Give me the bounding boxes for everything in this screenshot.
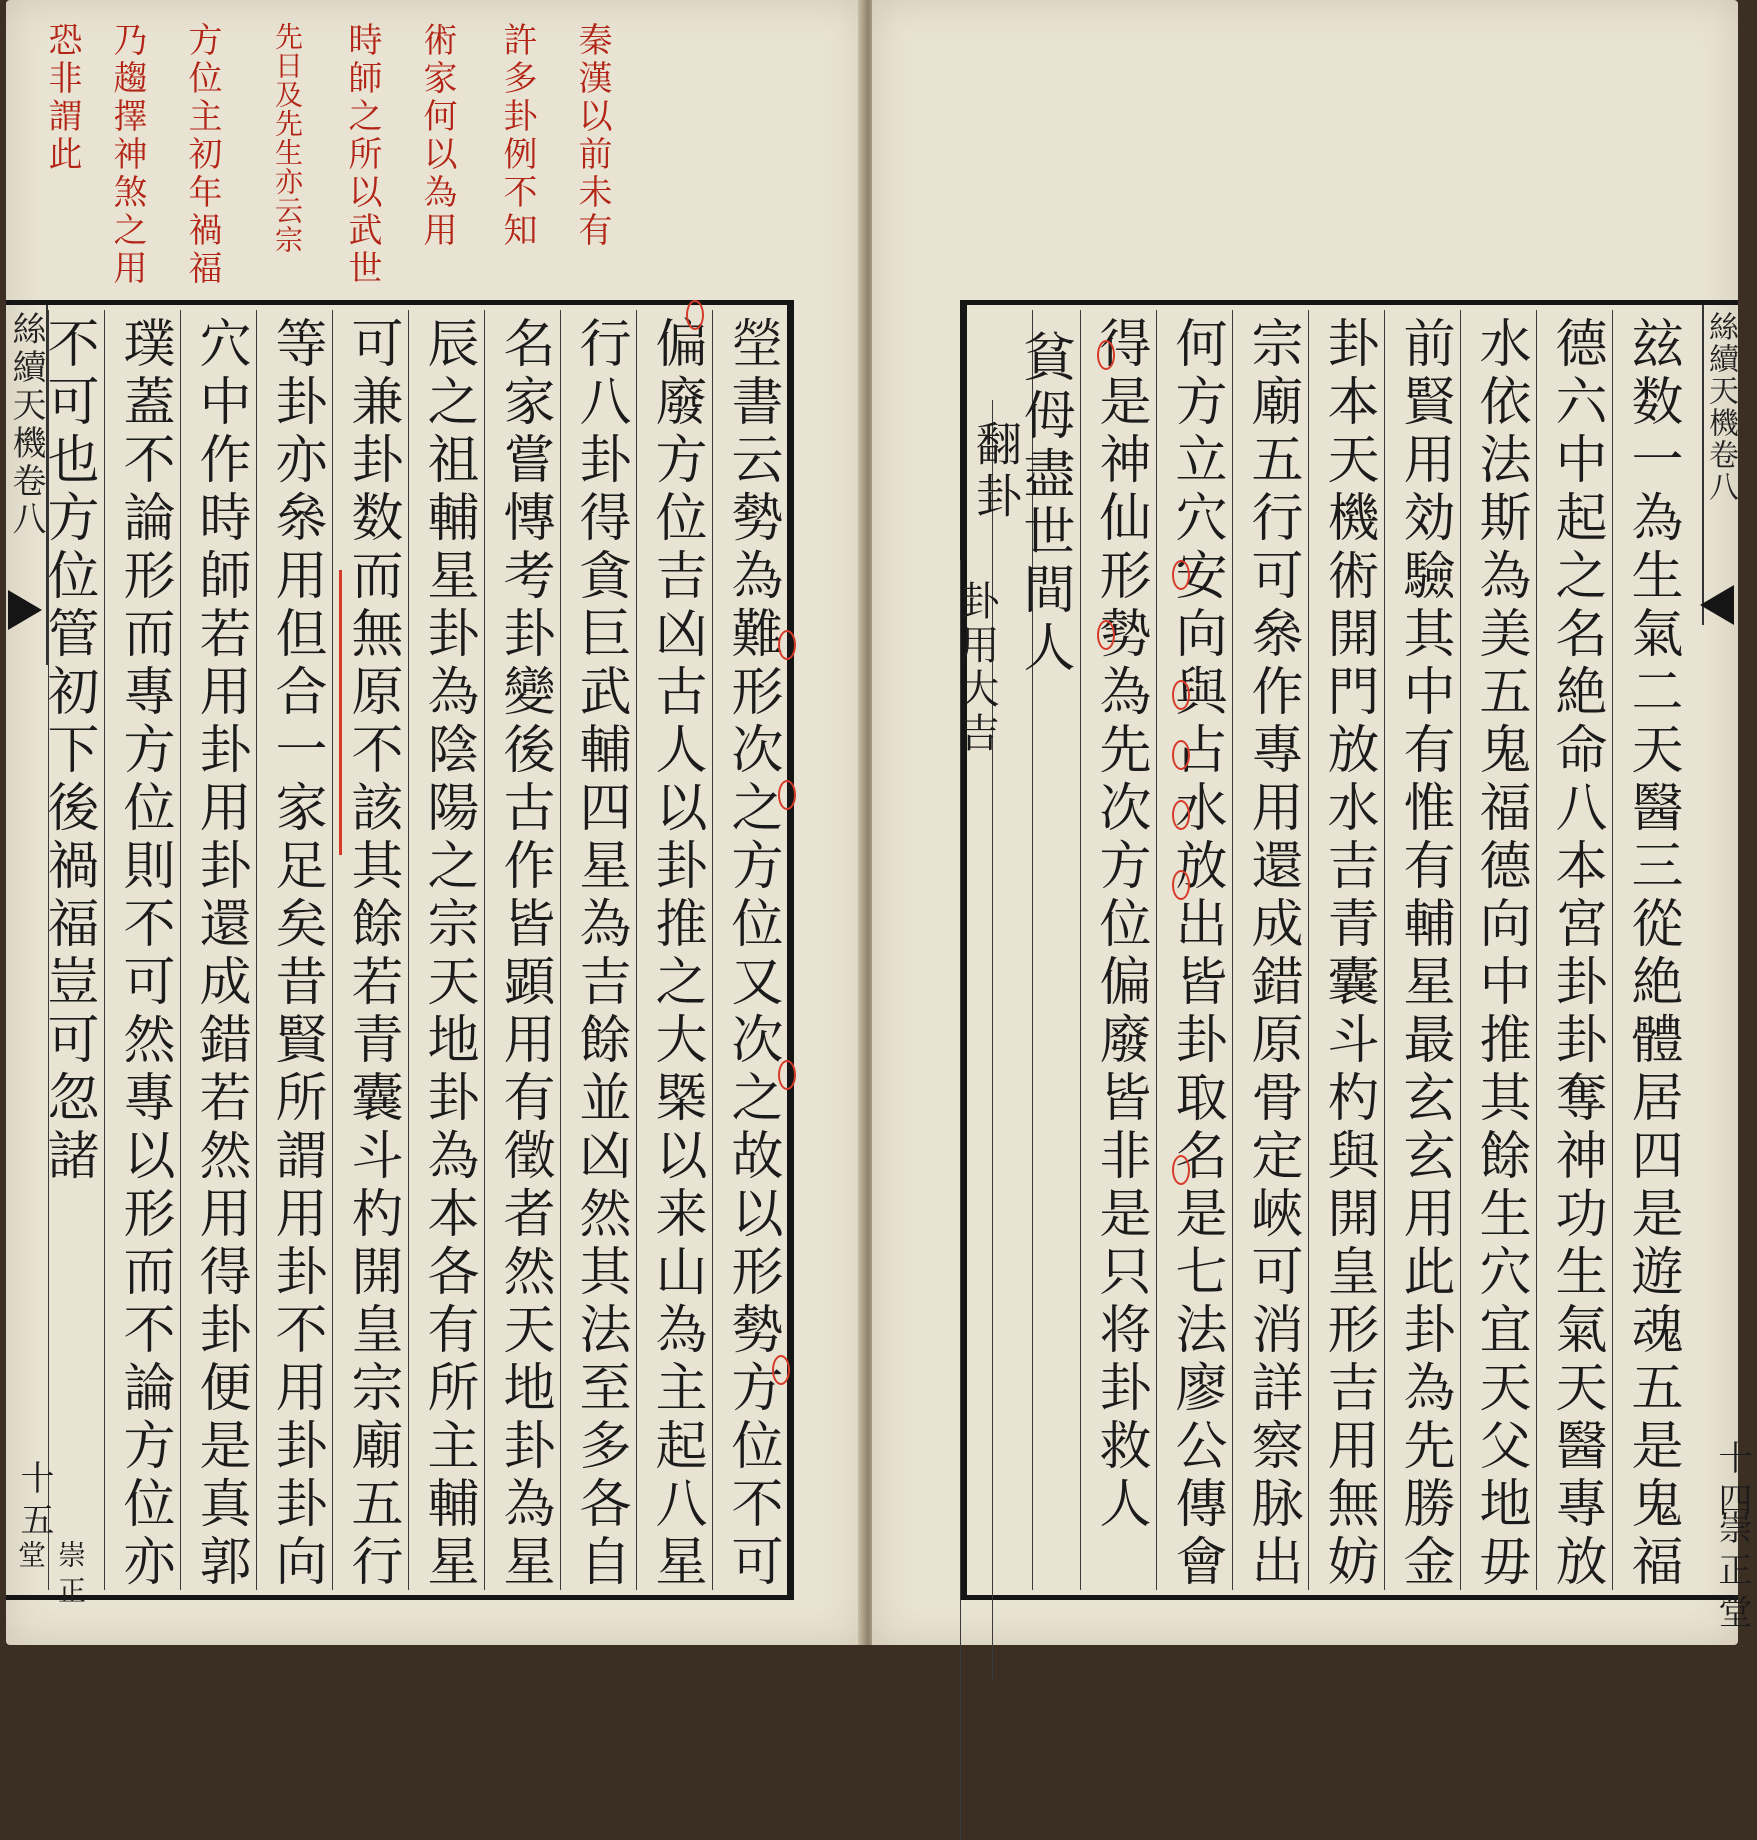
annotation-8: 恐非謂此 (42, 22, 82, 174)
annotation-2: 許多卦例不知 (497, 22, 537, 250)
annotation-4: 時師之所以武世 (342, 22, 382, 288)
right-col-2: 德六中起之名絶命八本宮卦卦奪神功生氣天醫專放 (1536, 310, 1612, 1590)
left-folio-number: 十五 (14, 1460, 54, 1544)
right-col-11: 卦用大吉 (960, 560, 998, 1840)
left-page (6, 0, 864, 1645)
left-col-3: 行八卦得貪巨武輔四星為吉餘並凶然其法至多各自 (560, 310, 636, 1590)
red-circle-mark (1172, 800, 1190, 830)
left-col-8: 穴中作時師若用卦用卦還成錯若然用得卦便是真郭 (180, 310, 256, 1590)
left-col-6: 可兼卦数而無原不該其餘若青囊斗杓開皇宗廟五行 (332, 310, 408, 1590)
red-circle-mark (1097, 340, 1115, 370)
annotation-6: 方位主初年禍福 (182, 22, 222, 288)
left-col-9: 璞蓋不論形而專方位則不可然專以形而不論方位亦 (104, 310, 180, 1590)
annotation-1: 秦漢以前未有 (572, 22, 612, 250)
right-col-9: 貧㑄盡世間人 (1032, 310, 1080, 1590)
left-publisher: 崇正堂 (14, 1540, 87, 1612)
right-spine-title: 絲續天機卷八 (1702, 305, 1738, 625)
annotation-3: 術家何以為用 (417, 22, 457, 250)
right-col-6: 宗廟五行可㕘作專用還成錯原骨定峽可消詳察脉出 (1232, 310, 1308, 1590)
left-col-10: 不可也方位管初下後禍福豈可忽諸 (48, 310, 104, 1590)
red-circle-mark (1172, 560, 1190, 590)
red-circle-mark (1172, 740, 1190, 770)
right-col-1: 玆数一為生氣二天醫三從絶體居四是遊魂五是鬼福 (1612, 310, 1688, 1590)
right-folio-number: 十四 (1712, 1440, 1752, 1524)
left-col-5: 辰之祖輔星卦為陰陽之宗天地卦為本各有所主輔星 (408, 310, 484, 1590)
red-circle-mark (1097, 620, 1115, 650)
right-section-heading: 翻卦 (992, 400, 1032, 1680)
red-circle-mark (686, 300, 704, 330)
red-circle-mark (1172, 680, 1190, 710)
red-circle-mark (778, 630, 796, 660)
left-col-1: 塋書云勢為難形次之方位又次之故以形勢方位不可 (712, 310, 788, 1590)
right-col-4: 前賢用効驗其中有惟有輔星最玄玄用此卦為先勝金 (1384, 310, 1460, 1590)
left-col-7: 等卦亦㕘用但合一家足矣昔賢所謂用卦不用卦卦向 (256, 310, 332, 1590)
right-page (872, 0, 1752, 1645)
right-col-3: 水依法斯為美五鬼福德向中推其餘生穴宜天父地毋 (1460, 310, 1536, 1590)
right-col-7: 何方立穴安向與占水放出皆卦取名是七法廖公傳會 (1156, 310, 1232, 1590)
right-col-8: 得是神仙形勢為先次方位偏廢皆非是只将卦救人 (1080, 310, 1156, 1590)
right-publisher: 崇正堂 (1712, 1510, 1752, 1636)
red-circle-mark (1172, 1155, 1190, 1185)
annotation-5: 先日及先生亦云宗 (271, 22, 304, 254)
red-underline-mark (339, 570, 342, 855)
left-col-2: 偏廢方位吉凶古人以卦推之大槩以来山為主起八星 (636, 310, 712, 1590)
left-spine-title: 絲續天機卷八 (6, 305, 48, 665)
red-circle-mark (1172, 870, 1190, 900)
left-col-4: 名家嘗慱考卦變後古作皆顕用有徵者然天地卦為星 (484, 310, 560, 1590)
right-col-5: 卦本天機術開門放水吉青囊斗杓與開皇形吉用無妨 (1308, 310, 1384, 1590)
red-circle-mark (778, 1060, 796, 1090)
annotation-7: 乃趨擇神煞之用 (107, 22, 147, 288)
red-circle-mark (778, 780, 796, 810)
red-circle-mark (772, 1355, 790, 1385)
